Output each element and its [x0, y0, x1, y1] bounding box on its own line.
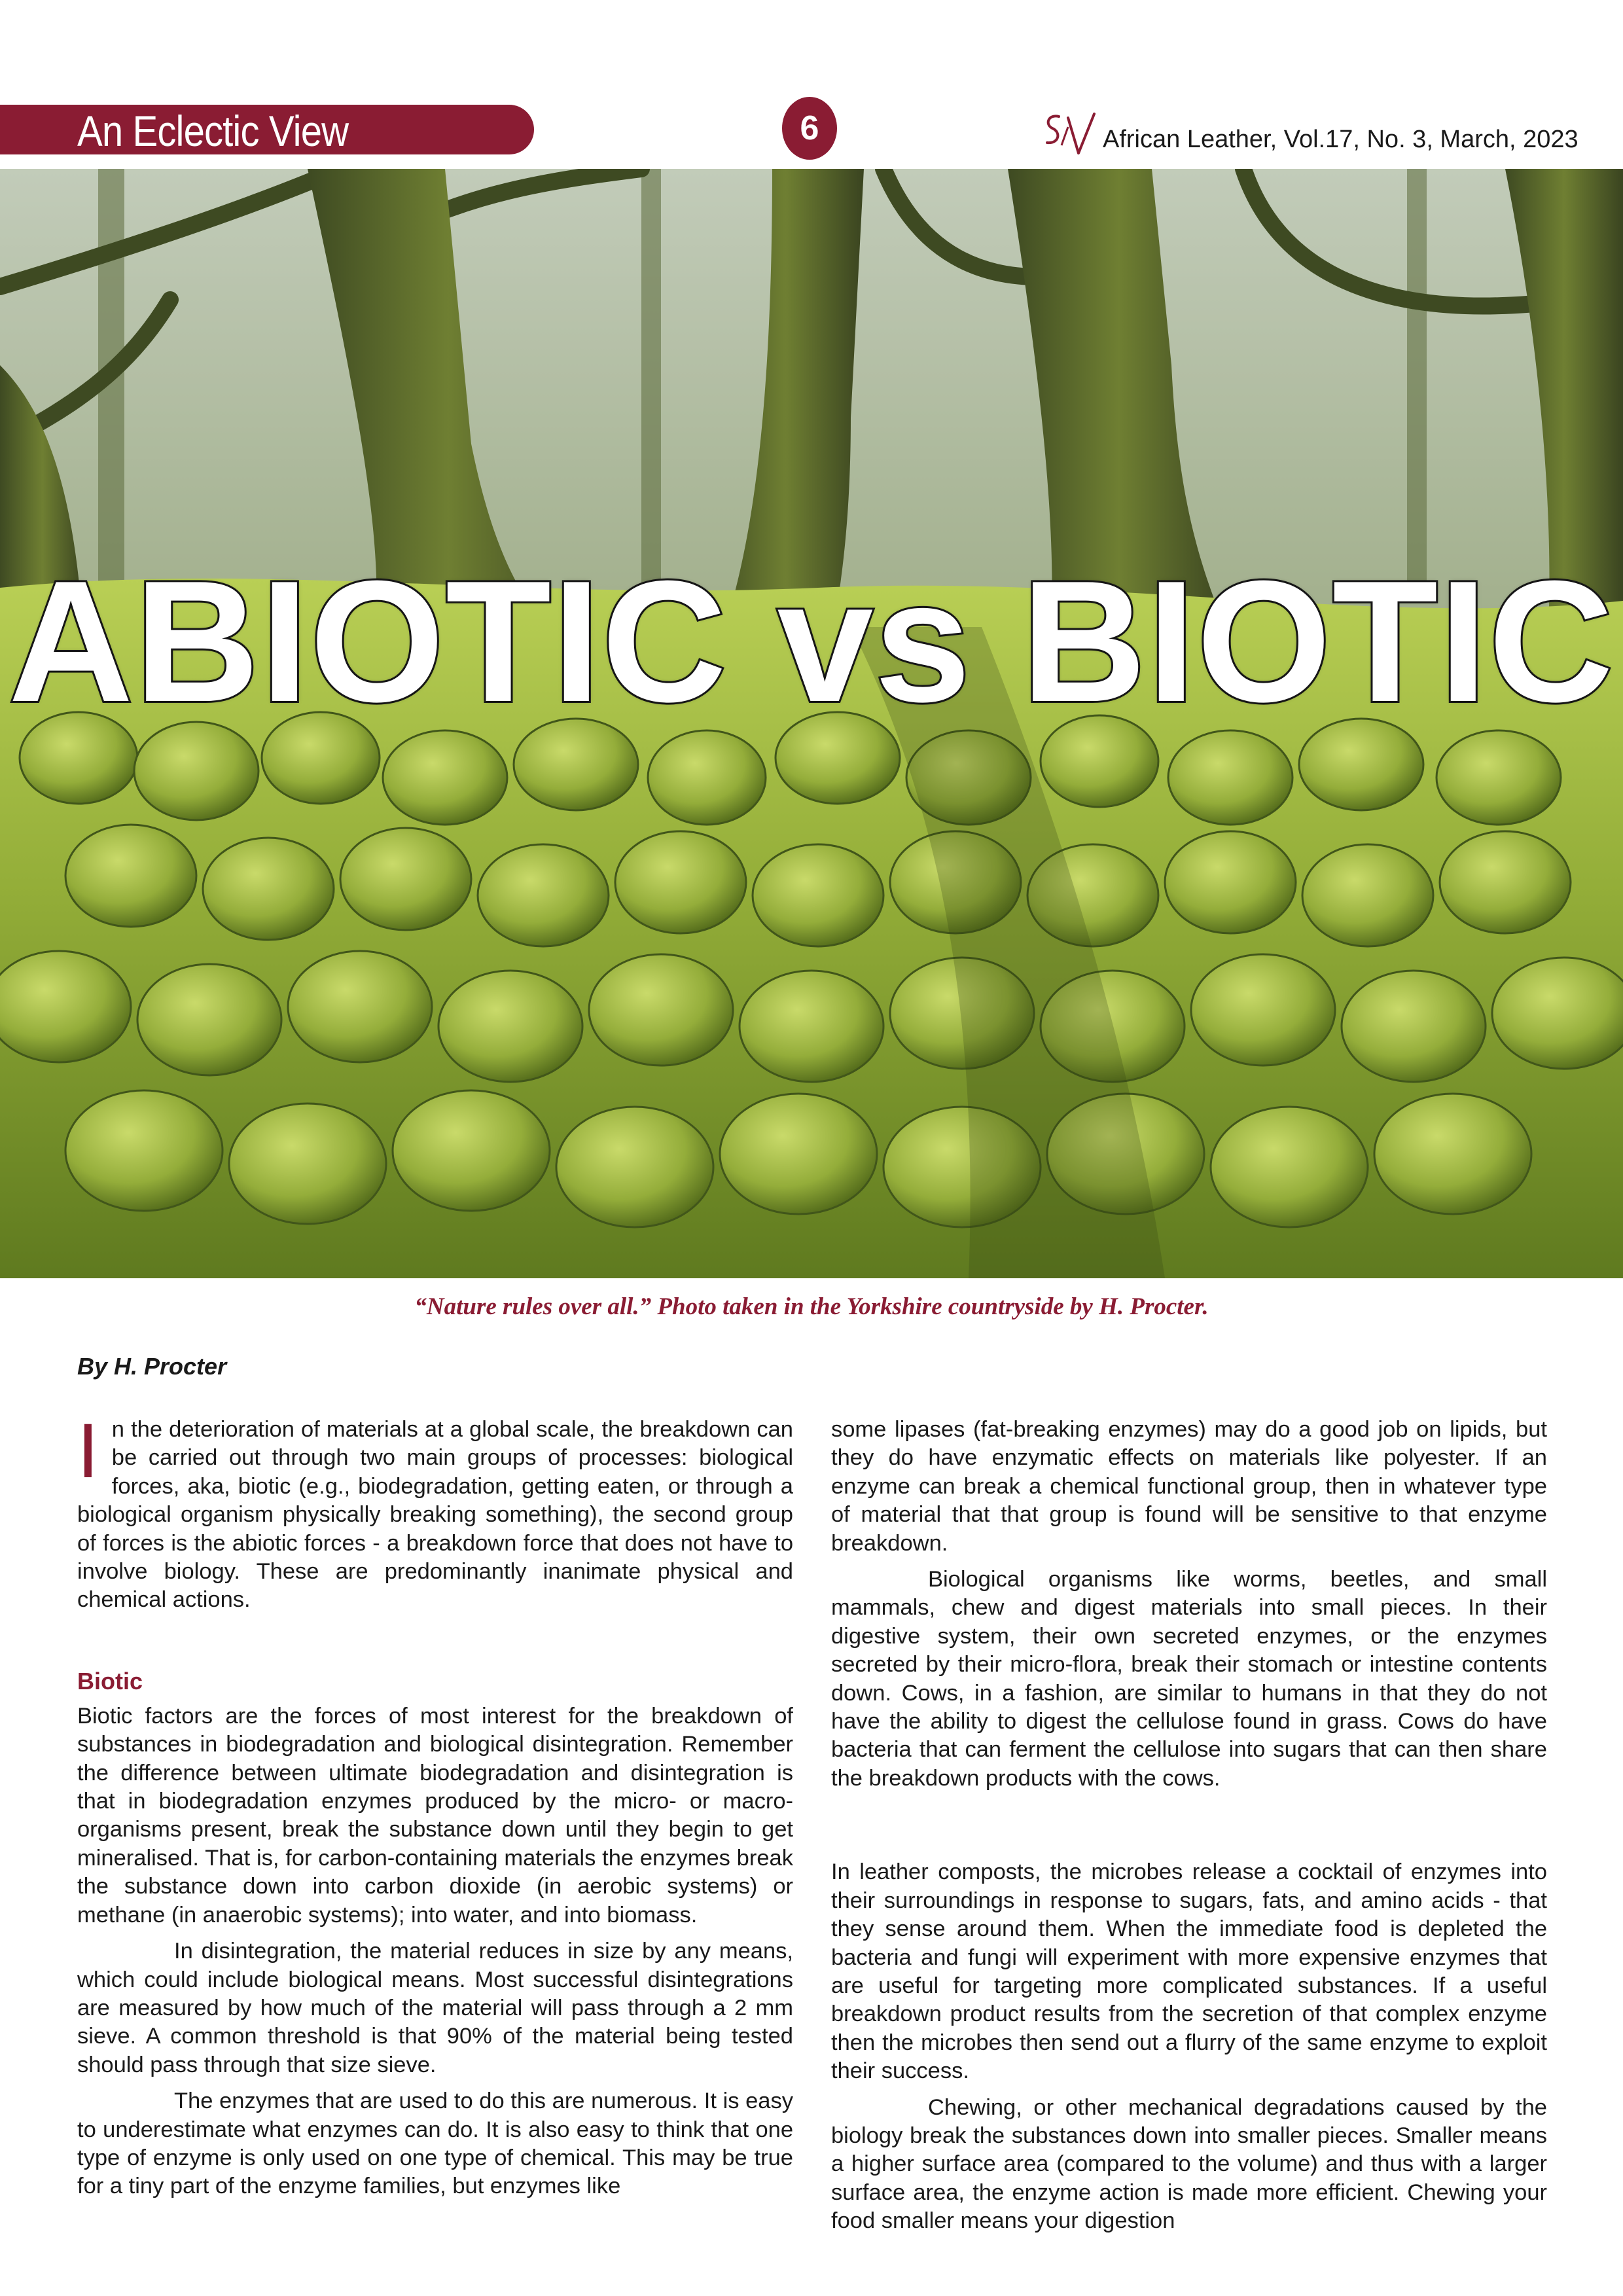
- drop-cap: I: [77, 1408, 99, 1494]
- left-column: [77, 1408, 793, 2201]
- biotic-paragraph-1: Biotic factors are the forces of most interest for the breakdown of substances in biodegradation and biological disintegration. Remember the difference between ultimate biodegradation and disintegration is that in biodegradation enzymes produced by the micro- or macro-organisms present, break the substance down until they begin to get mineralised. That is, for carbon-containing materials the enzymes break the substance down into carbon dioxide (in aerobic systems) or methane (in anaerobic systems); into water, and into biomass.: [77, 1703, 793, 1928]
- page-number: 6: [782, 97, 837, 160]
- right-paragraph-4: Chewing, or other mechanical degradations caused by the biology break the substances down into smaller pieces. Smaller means a higher surface area (compared to the volume) and thus with a larger surface area, the enzyme action is made more efficient. Chewing your food smaller means your digestion: [831, 2094, 1547, 2234]
- byline: By H. Procter: [77, 1353, 227, 1380]
- right-paragraph-1: some lipases (fat-breaking enzymes) may do a good job on lipids, but they do have enzymatic effects on materials like polyester. If an enzyme can break a chemical functional group, then in whatever type of material that that group is found will be sensitive to that enzyme breakdown.: [831, 1417, 1547, 1556]
- hero-photo: [0, 169, 1623, 1278]
- section-title: An Eclectic View: [77, 107, 349, 155]
- right-paragraph-2: Biological organisms like worms, beetles, and small mammals, chew and digest materials into small pieces. In their digestive system, their own secreted enzymes, or the enzymes secreted by their micro-flora, break their stomach or intestine contents down. Cows, in a fashion, are similar to humans in that they do not have the ability to digest the cellulose found in grass. Cows do have bacteria that can ferment the cellulose into sugars that can then share the breakdown products with the cows.: [831, 1567, 1547, 1791]
- right-paragraph-3: In leather composts, the microbes release a cocktail of enzymes into their surroundings in response to sugars, fats, and amino acids - that they sense around them. When the immediate food is depleted the bacteria and fungi will experiment with more expensive enzymes that are useful for targeting more complicated substances. If a useful breakdown product results from the secretion of that complex enzyme then the microbes then send out a flurry of the same enzyme to exploit their success.: [831, 1859, 1547, 2084]
- photo-caption: “Nature rules over all.” Photo taken in the Yorkshire countryside by H. Procter.: [414, 1293, 1209, 1320]
- intro-text: n the deterioration of materials at a global scale, the breakdown can be carried out through two main groups of processes: biological forces, aka, biotic (e.g., biodegradation, getting eaten, or through a biological organism physically breaking something), the second group of forces is the abiotic forces - a breakdown force that does not have to involve biology. These are predominantly inanimate physical and chemical actions.: [77, 1417, 793, 1613]
- right-column: [831, 1416, 1547, 2236]
- biotic-paragraph-3: The enzymes that are used to do this are numerous. It is easy to underestimate what enzymes can do. It is also easy to think that one type of enzyme is only used on one type of chemical. This may be true for a tiny part of the enzyme families, but enzymes like: [77, 2089, 793, 2199]
- hero-title: ABIOTIC vs BIOTIC: [8, 545, 1615, 738]
- biotic-paragraph-2: In disintegration, the material reduces in size by any means, which could include biological means. Most successful disintegrations are measured by how much of the material will pass through a 2 mm sieve. A common threshold is that 90% of the material being tested should pass through that size sieve.: [77, 1939, 793, 2077]
- sv-monogram-icon: [1039, 107, 1098, 162]
- section-tab: [0, 105, 534, 154]
- biotic-heading: Biotic: [77, 1667, 143, 1695]
- journal-info: African Leather, Vol.17, No. 3, March, 2023: [1103, 126, 1578, 153]
- paragraph-gap: [831, 1793, 1547, 1858]
- intro-paragraph: [77, 1408, 793, 1615]
